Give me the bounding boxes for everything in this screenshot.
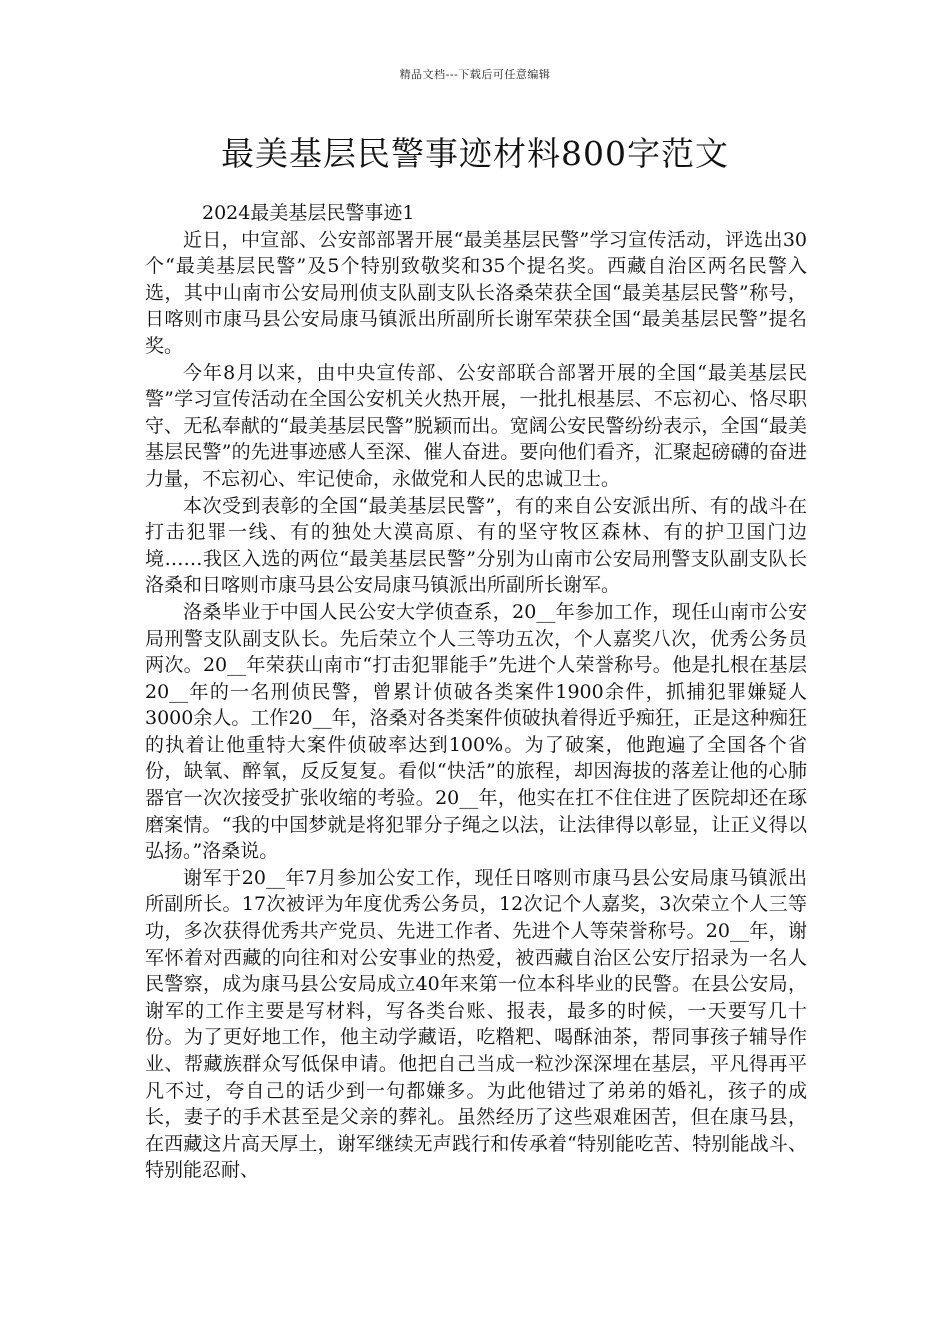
page-header: 精品文档---下载后可任意编辑 (399, 68, 551, 81)
document-body (145, 200, 807, 1184)
paragraph-3: 本次受到表彰的全国“最美基层民警”，有的来自公安派出所、有的战斗在打击犯罪一线、有的独处大漠高原、有的坚守牧区森林、有的护卫国门边境……我区入选的两位“最美基层民警”分别为山南市公安局刑警支队副支队长洛桑和日喀则市康马县公安局康马镇派出所副所长谢军。 (145, 494, 807, 597)
paragraph-4: 洛桑毕业于中国人民公安大学侦查系，20__年参加工作，现任山南市公安局刑警支队副支队长。先后荣立个人三等功五次，个人嘉奖八次，优秀公务员两次。20__年荣获山南市“打击犯罪能手”先进个人荣誉称号。他是扎根在基层20__年的一名刑侦民警，曾累计侦破各类案件1900余件，抓捕犯罪嫌疑人3000余人。工作20__年，洛桑对各类案件侦破执着得近乎痴狂，正是这种痴狂的执着让他重特大案件侦破率达到100%。为了破案，他跑遍了全国各个省份，缺氧、醉氧，反反复复。看似“快活”的旅程，却因海拔的落差让他的心肺器官一次次接受扩张收缩的考验。20__年，他实在扛不住住进了医院却还在琢磨案情。“我的中国梦就是将犯罪分子绳之以法，让法律得以彰显，让正义得以弘扬。”洛桑说。 (145, 600, 807, 863)
paragraph-5: 谢军于20__年7月参加公安工作，现任日喀则市康马县公安局康马镇派出所副所长。17次被评为年度优秀公务员，12次记个人嘉奖，3次荣立个人三等功，多次获得优秀共产党员、先进工作者、先进个人等荣誉称号。20__年，谢军怀着对西藏的向往和对公安事业的热爱，被西藏自治区公安厅招录为一名人民警察，成为康马县公安局成立40年来第一位本科毕业的民警。在县公安局，谢军的工作主要是写材料，写各类台账、报表，最多的时候，一天要写几十份。为了更好地工作，他主动学藏语，吃糌粑、喝酥油茶，帮同事孩子辅导作业、帮藏族群众写低保申请。他把自己当成一粒沙深深埋在基层，平凡得再平凡不过，夸自己的话少到一句都嫌多。为此他错过了弟弟的婚礼，孩子的成长，妻子的手术甚至是父亲的葬礼。虽然经历了这些艰难困苦，但在康马县，在西藏这片高天厚土，谢军继续无声践行和传承着“特别能吃苦、特别能战斗、特别能忍耐、 (145, 866, 807, 1182)
section-subheading: 2024最美基层民警事迹1 (202, 202, 415, 224)
paragraph-2: 今年8月以来，由中央宣传部、公安部联合部署开展的全国“最美基层民警”学习宣传活动在全国公安机关火热开展，一批扎根基层、不忘初心、恪尽职守、无私奉献的“最美基层民警”脱颖而出。宽阔公安民警纷纷表示，全国“最美基层民警”的先进事迹感人至深、催人奋进。要向他们看齐，汇聚起磅礴的奋进力量，不忘初心、牢记使命，永做党和人民的忠诚卫士。 (145, 361, 807, 490)
document-title: 最美基层民警事迹材料800字范文 (221, 134, 729, 173)
paragraph-1: 近日，中宣部、公安部部署开展“最美基层民警”学习宣传活动，评选出30个“最美基层民警”及5个特别致敬奖和35个提名奖。西藏自治区两名民警入选，其中山南市公安局刑侦支队副支队长洛桑荣获全国“最美基层民警”称号，日喀则市康马县公安局康马镇派出所副所长谢军荣获全国“最美基层民警”提名奖。 (145, 228, 807, 357)
